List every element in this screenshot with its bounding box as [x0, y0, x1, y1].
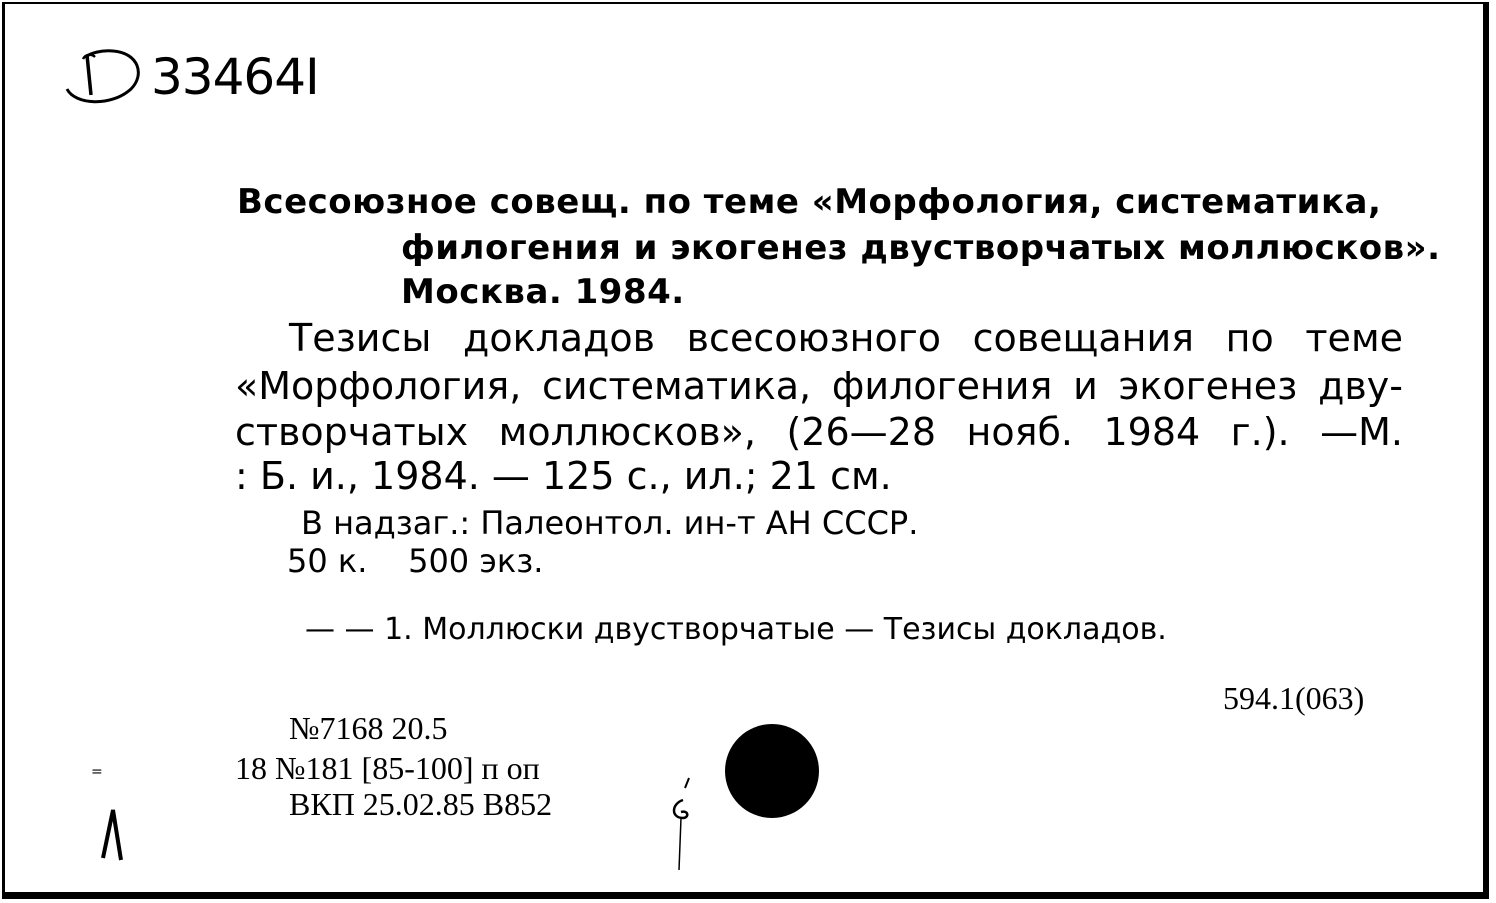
description-line-4: : Б. и., 1984. — 125 с., ил.; 21 см. — [235, 454, 892, 498]
pencil-mark-icon — [665, 774, 705, 874]
description-line-1: Тезисы докладов всесоюзного совещания по теме — [289, 316, 1403, 360]
punch-hole — [725, 724, 819, 818]
shelf-number: 33464I — [151, 48, 319, 106]
heading-line-2: филогения и экогенез двустворчатых моллюсков». — [401, 228, 1441, 268]
description-line-3: створчатых моллюсков», (26—28 нояб. 1984 г.). —М. — [235, 410, 1403, 454]
nadzag-note: В надзаг.: Палеонтол. ин-т АН СССР. — [301, 504, 919, 542]
footer-line-1: №7168 20.5 — [289, 710, 448, 746]
price-edition-note: 50 к. 500 экз. — [287, 542, 544, 580]
handwritten-numeral-icon — [97, 804, 127, 864]
catalog-card — [2, 2, 1489, 899]
footer-line-3: ВКП 25.02.85 В852 — [289, 786, 553, 822]
subject-heading: — — 1. Моллюски двустворчатые — Тезисы докладов. — [305, 612, 1167, 647]
footer-line-2: 18 №181 [85-100] п оп — [235, 750, 540, 786]
description-line-2: «Морфология, систематика, филогения и экогенез дву- — [235, 364, 1403, 408]
heading-line-3: Москва. 1984. — [401, 272, 685, 312]
udc-code: 594.1(063) — [1223, 680, 1365, 716]
margin-dash: = — [91, 764, 103, 780]
shelf-mark — [61, 42, 319, 112]
circled-d-stamp-icon — [61, 45, 143, 109]
heading-line-1: Всесоюзное совещ. по теме «Морфология, систематика, — [237, 182, 1382, 222]
